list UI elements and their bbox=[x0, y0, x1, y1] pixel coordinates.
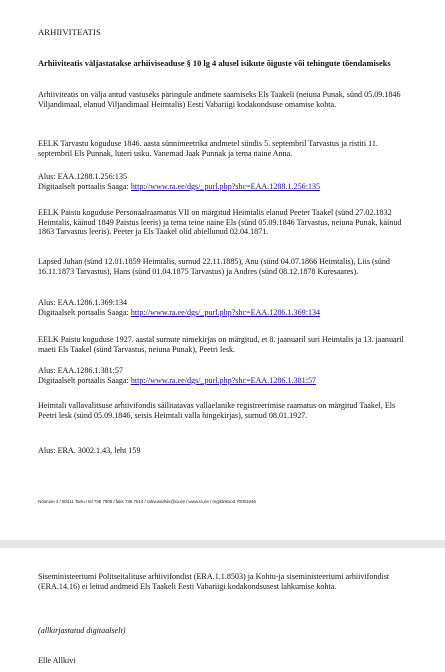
portal-label: Digitaalselt portaalis Saaga: bbox=[38, 307, 131, 317]
portal-label: Digitaalselt portaalis Saaga: bbox=[38, 375, 131, 385]
source-reference: Alus: EAA.1288.1.256:135 bbox=[38, 172, 128, 181]
portal-link[interactable]: http://www.ra.ee/dgs/_purl.php?shc=EAA.1288.1.256:135 bbox=[130, 181, 321, 191]
source-reference: Alus: EAA.1286.1.381:57 bbox=[38, 366, 123, 375]
death-record-source bbox=[38, 366, 410, 385]
portal-label: Digitaalselt portaalis Saaga: bbox=[38, 181, 131, 191]
page2-paragraph: Siseministeeriumi Politseitalituse arhiivifondist (ERA.1.1.8503) ja Kohtu-ja siseministeeriumi arhiivifondist (ERA.14.16) ei leitud andmeid Els Taakeli Eesti Vabariigi kodakondsusest lahkumise kohta. bbox=[38, 572, 390, 591]
page-separator bbox=[0, 540, 445, 548]
personal-record-source bbox=[38, 298, 410, 317]
children-paragraph: Lapsed Juhan (sünd 12.01.1859 Heimtalis, surnud 22.11.1885), Anu (sünd 04.07.1866 Heimtalis), Liis (sünd 16.11.1873 Tarvastus), Hans (sünd 01.04.1875 Tarvastus) ja Andres (sünd 08.12.1878 Kuresaares). bbox=[38, 257, 390, 276]
birth-record-paragraph: EELK Tarvastu koguduse 1846. aasta sünnimeetrika andmetel sündis 5. septembril Tarvastus ja ristiti 11. septembril Els Punnak, luteri usku. Vanemad Jaak Punnak ja tema naine Anna. bbox=[38, 139, 378, 158]
document-title: Arhiiviteatis väljastatakse arhiiviseaduse § 10 lg 4 alusel isikute õiguste või tehingute tõendamiseks bbox=[38, 59, 391, 68]
portal-link[interactable]: http://www.ra.ee/dgs/_purl.php?shc=EAA.1286.1.381:57 bbox=[130, 375, 317, 385]
personal-record-paragraph: EELK Paistu koguduse Personaalraamatus VII on märgitud Heimtalis elanud Peeter Taakel (sünd 27.02.1832 Heimtalis, käinud 1849 Paistus leeris) ja tema teine naine Els (sünd 05.09.1846 Tarvastus, neiuna Punak, käinud 1863 Tarvastus leeris). Peeter ja Els Taakel olid abiellunud 02.04.1871. bbox=[38, 208, 402, 237]
page-footer: Nooruse 3 / 50411 Tartu / tel 738 7505 / faks 738 7514 / rahvusarhiiv@ra.ee / www.ra.ee / registrikood 70001946 bbox=[38, 499, 256, 504]
signer-name: Elle Allkivi bbox=[38, 656, 76, 665]
document-page-2 bbox=[0, 548, 445, 672]
birth-record-source bbox=[38, 172, 410, 191]
death-record-paragraph: EELK Paistu koguduse 1927. aastal surnute nimekirjas on märgitud, et 8. jaanuaril suri Heimtalis ja 13. jaanuaril maeti Els Taakel (sünd Tarvastus, neiuna Punak), Peetri lesk. bbox=[38, 335, 404, 354]
document-header: ARHIIVITEATIS bbox=[38, 27, 101, 37]
digital-signature-note: (allkirjastatud digitaalselt) bbox=[38, 626, 126, 635]
registry-source: Alus: ERA. 3002.1.43, leht 159 bbox=[38, 446, 141, 455]
intro-paragraph: Arhiiviteatis on välja antud vastuseks päringule andmete saamiseks Els Taakeli (neiuna Punak, sünd 05.09.1846 Viljandimaal, elanud Viljandimaal Heimtalis) Eesti Vabariigi kodakondsuse omamise kohta. bbox=[38, 90, 401, 109]
source-reference: Alus: EAA.1286.1.369:134 bbox=[38, 298, 128, 307]
portal-link[interactable]: http://www.ra.ee/dgs/_purl.php?shc=EAA.1286.1.369:134 bbox=[130, 307, 321, 317]
registry-paragraph: Heimtali vallavalitsuse arhiivifondis säilitatavas vallaelanike registreerimise raamatus on märgitud Taakel, Els Peetri lesk (sünd 05.09.1846, seisis Heimtali valla hingekirjas), surnud 08.01.1927. bbox=[38, 401, 396, 420]
